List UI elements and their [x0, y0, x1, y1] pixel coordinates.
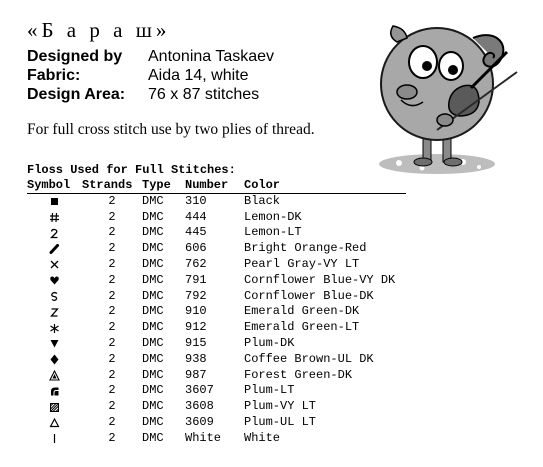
fabric-value: Aida 14, white: [148, 67, 249, 84]
floss-number: 310: [185, 193, 207, 208]
floss-color: Plum-UL LT: [244, 414, 317, 429]
floss-row: [27, 225, 454, 241]
two-icon: [27, 225, 82, 241]
floss-color: Emerald Green-LT: [244, 320, 360, 335]
floss-row: [27, 194, 454, 210]
floss-color: Cornflower Blue-DK: [244, 288, 374, 303]
floss-number: 938: [185, 351, 207, 366]
floss-row: [27, 241, 454, 257]
z-icon: [27, 304, 82, 320]
floss-row: [27, 368, 454, 384]
floss-number: 791: [185, 272, 207, 287]
col-symbol: Symbol: [27, 178, 82, 194]
pattern-info: [27, 47, 274, 104]
floss-strands: 2: [108, 399, 116, 414]
heart-icon: [27, 273, 82, 289]
col-type: Type: [142, 178, 185, 194]
floss-strands: 2: [108, 430, 116, 445]
script-s-icon: [27, 289, 82, 305]
floss-color: Emerald Green-DK: [244, 304, 360, 319]
floss-row: [27, 289, 454, 305]
col-number: Number: [185, 178, 244, 194]
floss-strands: 2: [108, 193, 116, 208]
floss-type: DMC: [142, 256, 164, 271]
floss-number: 444: [185, 209, 207, 224]
designer-label: Designed by: [27, 48, 123, 65]
floss-color: Forest Green-DK: [244, 367, 353, 382]
floss-strands: 2: [108, 414, 116, 429]
floss-row: [27, 383, 454, 399]
floss-number: 3608: [185, 399, 214, 414]
floss-number: 762: [185, 256, 207, 271]
floss-color: Plum-LT: [244, 383, 295, 398]
floss-type: DMC: [142, 225, 164, 240]
diamond-icon: [27, 352, 82, 368]
floss-strands: 2: [108, 256, 116, 271]
pattern-title: «Б а р а ш»: [27, 18, 171, 42]
floss-row: [27, 273, 454, 289]
floss-strands: 2: [108, 320, 116, 335]
design-area-value: 76 x 87 stitches: [148, 86, 260, 103]
floss-strands: 2: [108, 225, 116, 240]
designer-row: [27, 47, 274, 66]
col-color: Color: [244, 178, 406, 194]
cross-icon: [27, 257, 82, 273]
hatched-square-icon: [27, 399, 82, 415]
floss-color: Black: [244, 193, 281, 208]
floss-color: Plum-DK: [244, 335, 295, 350]
floss-type: DMC: [142, 430, 164, 445]
floss-type: DMC: [142, 209, 164, 224]
fabric-label: Fabric:: [27, 67, 81, 84]
floss-type: DMC: [142, 272, 164, 287]
floss-row: [27, 431, 454, 447]
floss-table-body: [27, 194, 454, 447]
outline-triangle-icon: [27, 415, 82, 431]
filled-square-icon: [27, 194, 82, 210]
floss-table: [27, 178, 454, 447]
design-area-label: Design Area:: [27, 86, 126, 103]
asterisk-icon: [27, 320, 82, 336]
floss-row: [27, 352, 454, 368]
floss-strands: 2: [108, 272, 116, 287]
floss-color: Pearl Gray-VY LT: [244, 256, 360, 271]
floss-number: 3607: [185, 383, 214, 398]
floss-strands: 2: [108, 209, 116, 224]
floss-type: DMC: [142, 351, 164, 366]
floss-strands: 2: [108, 335, 116, 350]
floss-number: 792: [185, 288, 207, 303]
floss-type: DMC: [142, 304, 164, 319]
slash-dot-icon: [27, 241, 82, 257]
floss-type: DMC: [142, 399, 164, 414]
col-strands: Strands: [82, 178, 142, 194]
barash-illustration: [367, 12, 531, 182]
floss-color: Plum-VY LT: [244, 399, 317, 414]
floss-color: Coffee Brown-UL DK: [244, 351, 374, 366]
floss-row: [27, 210, 454, 226]
down-triangle-icon: [27, 336, 82, 352]
floss-type: DMC: [142, 367, 164, 382]
floss-strands: 2: [108, 383, 116, 398]
vertical-bar-icon: [27, 431, 82, 447]
floss-number: 3609: [185, 414, 214, 429]
floss-strands: 2: [108, 241, 116, 256]
floss-type: DMC: [142, 288, 164, 303]
floss-strands: 2: [108, 288, 116, 303]
striped-triangle-icon: [27, 368, 82, 384]
floss-number: 606: [185, 241, 207, 256]
floss-number: 915: [185, 335, 207, 350]
floss-type: DMC: [142, 320, 164, 335]
floss-strands: 2: [108, 304, 116, 319]
floss-color: Cornflower Blue-VY DK: [244, 272, 396, 287]
floss-color: Bright Orange-Red: [244, 241, 367, 256]
quarter-circle-icon: [27, 383, 82, 399]
floss-type: DMC: [142, 335, 164, 350]
floss-row: [27, 399, 454, 415]
floss-color: White: [244, 430, 281, 445]
floss-number: 910: [185, 304, 207, 319]
floss-row: [27, 320, 454, 336]
floss-color: Lemon-DK: [244, 209, 302, 224]
designer-value: Antonina Taskaev: [148, 48, 275, 65]
floss-number: 912: [185, 320, 207, 335]
floss-type: DMC: [142, 414, 164, 429]
floss-title: Floss Used for Full Stitches:: [27, 163, 236, 177]
floss-strands: 2: [108, 367, 116, 382]
floss-number: White: [185, 430, 222, 445]
floss-strands: 2: [108, 351, 116, 366]
floss-color: Lemon-LT: [244, 225, 302, 240]
fabric-row: [27, 66, 274, 85]
floss-row: [27, 415, 454, 431]
floss-type: DMC: [142, 383, 164, 398]
floss-number: 987: [185, 367, 207, 382]
floss-row: [27, 257, 454, 273]
floss-type: DMC: [142, 241, 164, 256]
floss-row: [27, 304, 454, 320]
floss-type: DMC: [142, 193, 164, 208]
floss-row: [27, 336, 454, 352]
design-area-row: [27, 85, 274, 104]
floss-number: 445: [185, 225, 207, 240]
hash-icon: [27, 210, 82, 226]
thread-note: For full cross stitch use by two plies of thread.: [27, 121, 315, 138]
